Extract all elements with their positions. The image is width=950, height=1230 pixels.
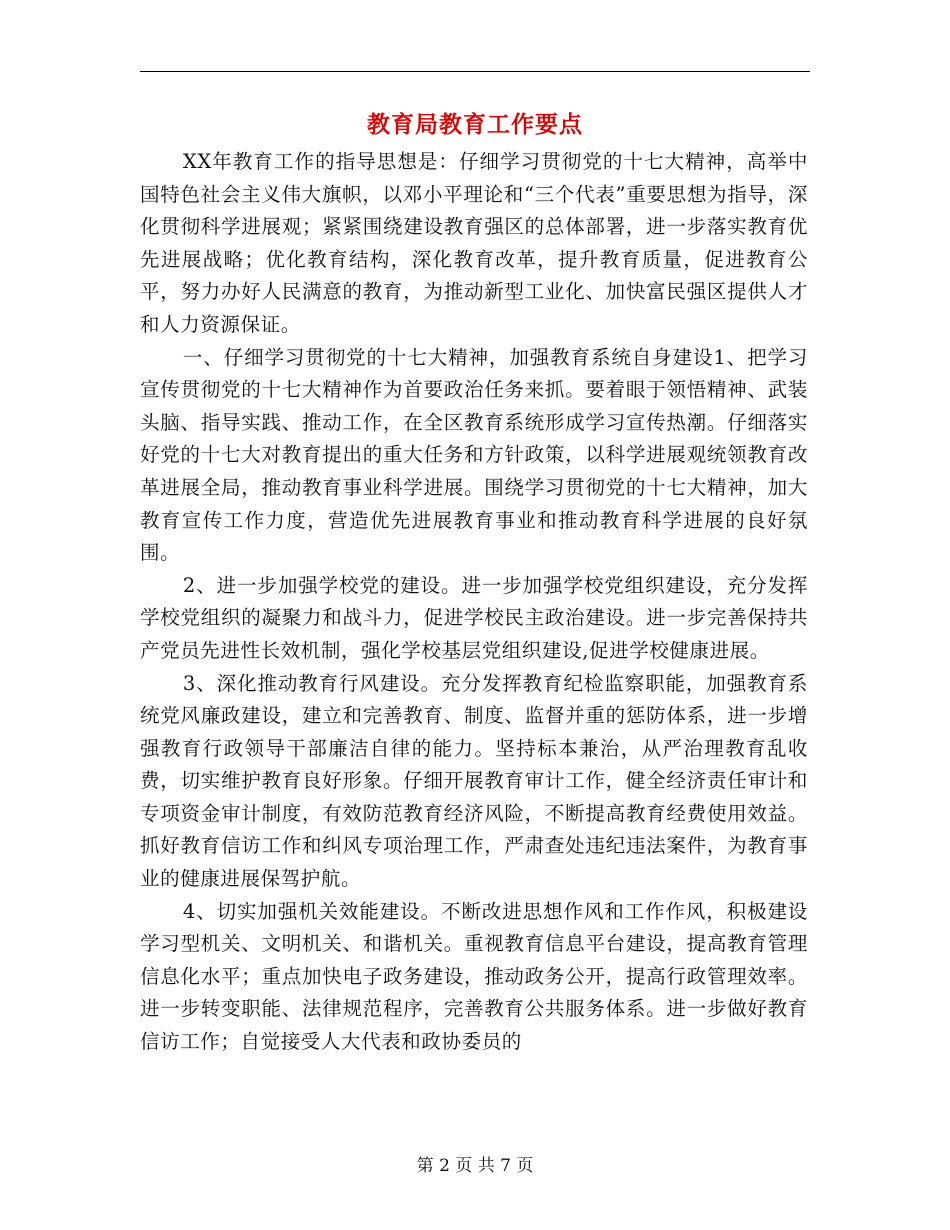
paragraph-item-3: 3、深化推动教育行风建设。充分发挥教育纪检监察职能，加强教育系统党风廉政建设，建立和完善教育、制度、监督并重的惩防体系，进一步增强教育行政领导干部廉洁自律的能力。坚持标本兼治，从严治理教育乱收费，切实维护教育良好形象。仔细开展教育审计工作，健全经济责任审计和专项资金审计制度，有效防范教育经济风险，不断提高教育经费使用效益。抓好教育信访工作和纠风专项治理工作，严肃查处违纪违法案件，为教育事业的健康进展保驾护航。 — [140, 671, 808, 891]
paragraph-guiding-thought: XX年教育工作的指导思想是：仔细学习贯彻党的十七大精神，高举中国特色社会主义伟大旗帜，以邓小平理论和“三个代表”重要思想为指导，深化贯彻科学进展观；紧紧围绕建设教育强区的总体部署，进一步落实教育优先进展战略；优化教育结构，深化教育改革，提升教育质量，促进教育公平，努力办好人民满意的教育，为推动新型工业化、加快富民强区提供人才和人力资源保证。 — [140, 150, 808, 336]
header-rule — [140, 71, 810, 72]
paragraph-item-2: 2、进一步加强学校党的建设。进一步加强学校党组织建设，充分发挥学校党组织的凝聚力和战斗力，促进学校民主政治建设。进一步完善保持共产党员先进性长效机制，强化学校基层党组织建设,促进学校健康进展。 — [140, 573, 808, 662]
document-body — [140, 146, 808, 1059]
document-title: 教育局教育工作要点 — [367, 111, 583, 138]
page-number-footer: 第 2 页 共 7 页 — [416, 1156, 534, 1176]
paragraph-item-4: 4、切实加强机关效能建设。不断改进思想作风和工作作风，积极建设学习型机关、文明机关、和谐机关。重视教育信息平台建设，提高教育管理信息化水平；重点加快电子政务建设，推动政务公开，提高行政管理效率。进一步转变职能、法律规范程序，完善教育公共服务体系。进一步做好教育信访工作；自觉接受人大代表和政协委员的 — [140, 899, 808, 1054]
paragraph-section-1: 一、仔细学习贯彻党的十七大精神，加强教育系统自身建设1、把学习宣传贯彻党的十七大精神作为首要政治任务来抓。要着眼于领悟精神、武装头脑、指导实践、推动工作，在全区教育系统形成学习宣传热潮。仔细落实好党的十七大对教育提出的重大任务和方针政策，以科学进展观统领教育改革进展全局，推动教育事业科学进展。围绕学习贯彻党的十七大精神，加大教育宣传工作力度，营造优先进展教育事业和推动教育科学进展的良好氛围。 — [140, 345, 808, 565]
